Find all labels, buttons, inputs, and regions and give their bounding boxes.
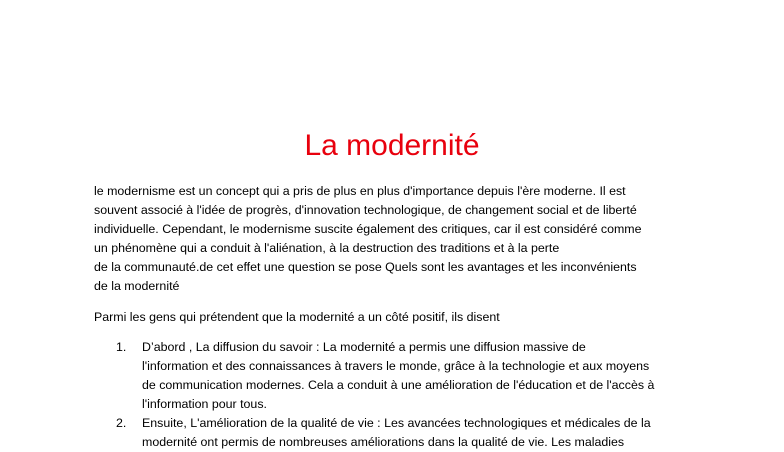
section-heading-text: Parmi les gens qui prétendent que la modernité a un côté positif, ils disent xyxy=(94,310,500,324)
list-item xyxy=(94,414,694,452)
numbered-list xyxy=(94,338,694,452)
intro-line: le modernisme est un concept qui a pris de plus en plus d'importance depuis l'ère moderne. Il est xyxy=(94,184,626,198)
list-item xyxy=(94,338,694,414)
list-item-line: de communication modernes. Cela a conduit à une amélioration de l'éducation et de l'accès à xyxy=(142,378,655,392)
document-title: La modernité xyxy=(304,129,480,162)
list-item-line: modernité ont permis de nombreuses améliorations dans la qualité de vie. Les maladies xyxy=(142,435,625,449)
section-heading xyxy=(94,308,694,327)
intro-line: un phénomène qui a conduit à l'aliénation, à la destruction des traditions et à la perte xyxy=(94,241,560,255)
intro-paragraph xyxy=(94,182,694,296)
list-item-number: 1. xyxy=(116,340,127,354)
intro-line: de la modernité xyxy=(94,279,180,293)
list-item-line: l'information pour tous. xyxy=(142,397,267,411)
list-item-number: 2. xyxy=(116,416,127,430)
intro-line: individuelle. Cependant, le modernisme suscite également des critiques, car il est considéré comme xyxy=(94,222,642,236)
intro-line: souvent associé à l'idée de progrès, d'innovation technologique, de changement social et de liberté xyxy=(94,203,637,217)
intro-line: de la communauté.de cet effet une question se pose Quels sont les avantages et les inconvénients xyxy=(94,260,637,274)
list-item-line: Ensuite, L'amélioration de la qualité de vie : Les avancées technologiques et médicales de la xyxy=(142,416,651,430)
list-item-line: l'information et des connaissances à travers le monde, grâce à la technologie et aux moyens xyxy=(142,359,650,373)
list-item-line: D’abord , La diffusion du savoir : La modernité a permis une diffusion massive de xyxy=(142,340,586,354)
